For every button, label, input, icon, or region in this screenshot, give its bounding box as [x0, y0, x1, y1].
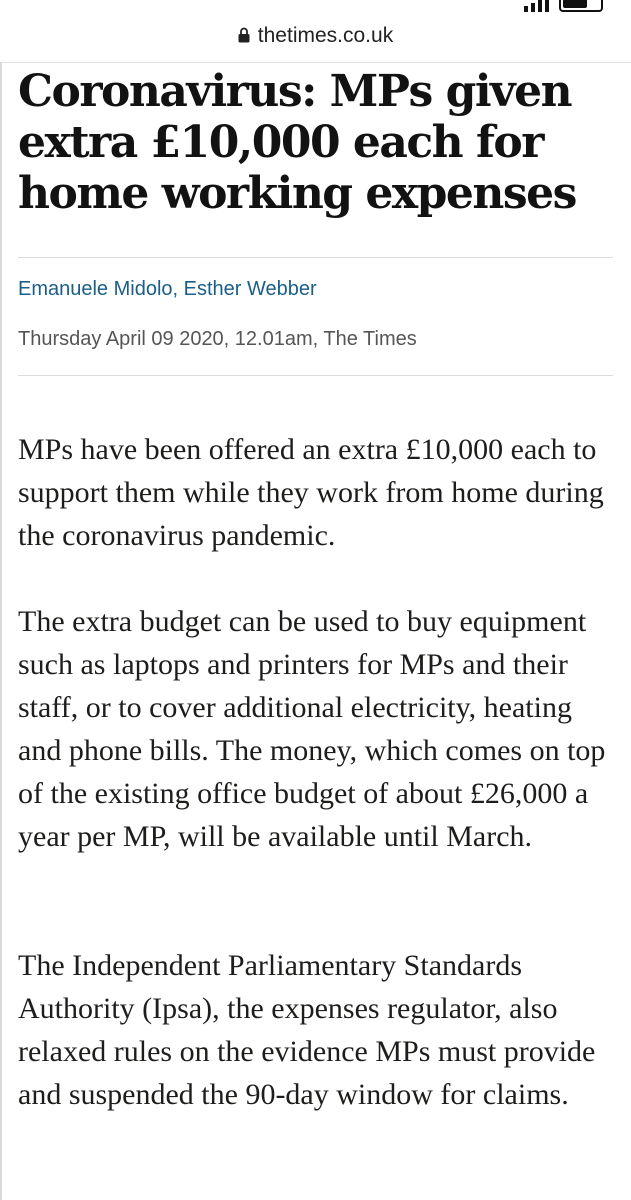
article-paragraph: MPs have been offered an extra £10,000 each to support them while they work from home during the coronavirus pandemic. — [18, 433, 604, 552]
top-divider — [2, 62, 631, 63]
author-link[interactable]: Esther Webber — [183, 278, 317, 300]
dateline: Thursday April 09 2020, 12.01am, The Times — [18, 328, 417, 350]
author-link[interactable]: Emanuele Midolo — [18, 278, 173, 300]
status-icons — [524, 0, 603, 12]
divider — [18, 257, 613, 258]
signal-icon — [524, 0, 549, 12]
byline — [18, 278, 317, 301]
page-edge — [0, 62, 2, 1200]
article-paragraph: The Independent Parliamentary Standards Authority (Ipsa), the expenses regulator, also relaxed rules on the evidence MPs must provide and suspended the 90-day window for claims. — [18, 949, 596, 1111]
status-bar — [0, 0, 631, 62]
author-separator: , — [172, 278, 184, 300]
divider — [18, 375, 613, 376]
article-headline: Coronavirus: MPs given extra £10,000 each for home working expenses — [18, 66, 576, 219]
lock-icon — [238, 25, 250, 49]
article-paragraph: The extra budget can be used to buy equipment such as laptops and printers for MPs and their staff, or to cover additional electricity, heating and phone bills. The money, which comes on top of the existing office budget of about £26,000 a year per MP, will be available until March. — [18, 605, 606, 853]
url-text: thetimes.co.uk — [257, 24, 394, 47]
battery-icon — [559, 0, 603, 12]
address-bar[interactable] — [0, 24, 631, 49]
